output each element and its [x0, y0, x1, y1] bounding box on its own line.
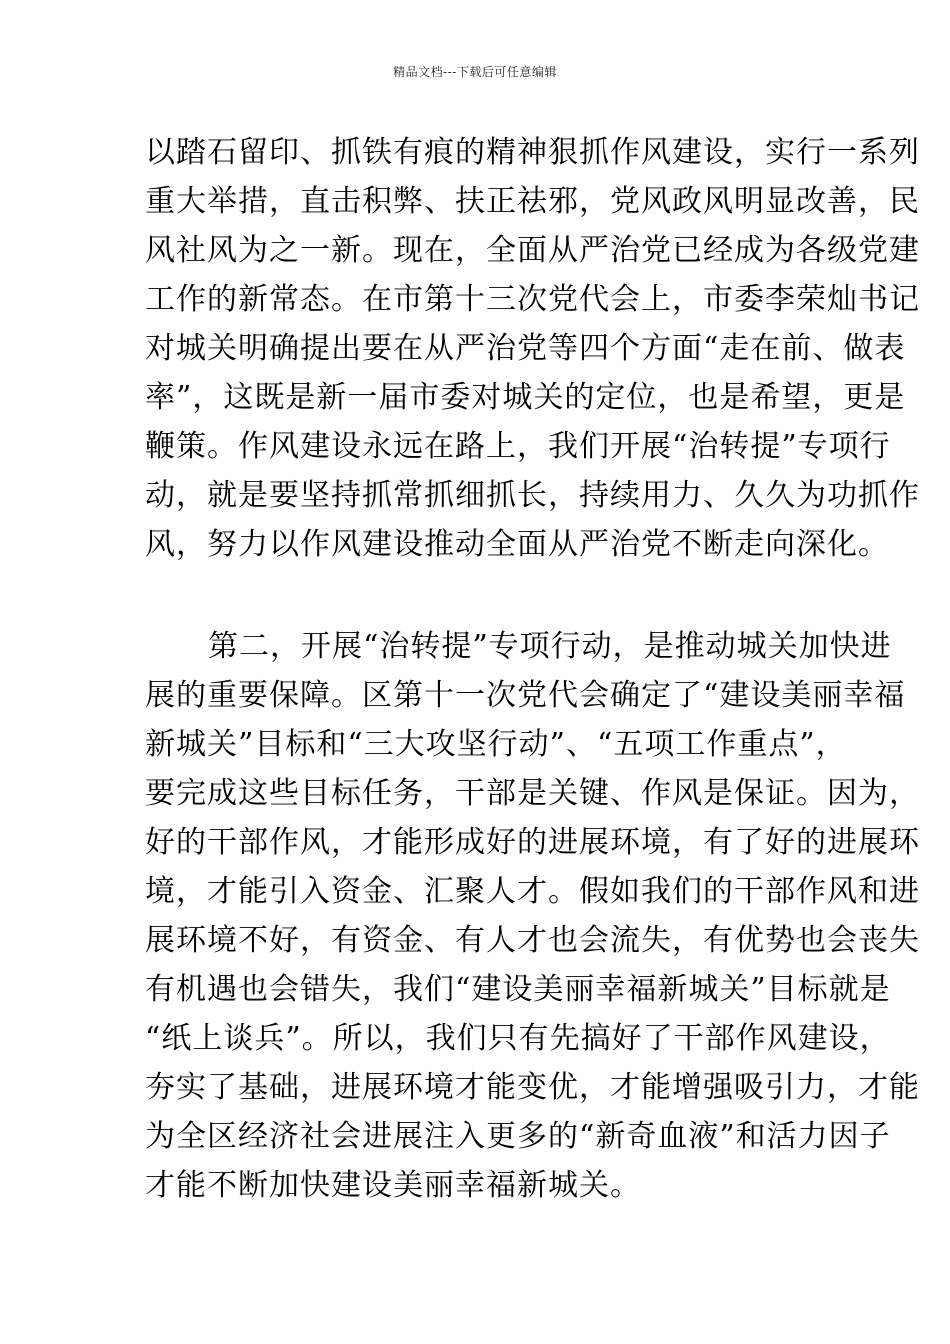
- text-line: 夯实了基础，进展环境才能变优，才能增强吸引力，才能: [145, 1070, 920, 1105]
- text-line: 工作的新常态。在市第十三次党代会上，市委李荣灿书记: [145, 282, 920, 317]
- text-line: 第二，开展“治转提”专项行动，是推动城关加快进: [208, 629, 892, 664]
- text-line: 好的干部作风，才能形成好的进展环境，有了好的进展环: [145, 825, 920, 860]
- text-line: 要完成这些目标任务，干部是关键、作风是保证。因为，: [145, 776, 920, 811]
- text-line: 重大举措，直击积弊、扶正祛邪，党风政风明显改善，民: [145, 184, 920, 219]
- text-line: 率”，这既是新一届市委对城关的定位，也是希望，更是: [145, 380, 906, 415]
- text-line: 鞭策。作风建设永远在路上，我们开展“治转提”专项行: [145, 429, 891, 464]
- text-line: 风，努力以作风建设推动全面从严治党不断走向深化。: [145, 527, 889, 562]
- text-line: 动，就是要坚持抓常抓细抓长，持续用力、久久为功抓作: [145, 478, 920, 513]
- text-line: 以踏石留印、抓铁有痕的精神狠抓作风建设，实行一系列: [145, 135, 920, 170]
- text-line: 对城关明确提出要在从严治党等四个方面“走在前、做表: [145, 331, 906, 366]
- page-header: 精品文档---下载后可任意编辑: [393, 65, 557, 79]
- text-line: 有机遇也会错失，我们“建设美丽幸福新城关”目标就是: [145, 972, 891, 1007]
- text-line: 为全区经济社会进展注入更多的“新奇血液”和活力因子: [145, 1119, 891, 1154]
- text-line: 新城关”目标和“三大攻坚行动”、“五项工作重点”，: [145, 727, 847, 762]
- text-line: 境，才能引入资金、汇聚人才。假如我们的干部作风和进: [145, 874, 920, 909]
- text-line: 展环境不好，有资金、有人才也会流失，有优势也会丧失: [145, 923, 920, 958]
- paragraph-2: [145, 622, 920, 1210]
- text-line: “纸上谈兵”。所以，我们只有先搞好了干部作风建设，: [145, 1021, 891, 1056]
- text-line: 才能不断加快建设美丽幸福新城关。: [145, 1168, 641, 1203]
- text-line: 展的重要保障。区第十一次党代会确定了“建设美丽幸福: [145, 678, 906, 713]
- text-line: 风社风为之一新。现在，全面从严治党已经成为各级党建: [145, 233, 920, 268]
- paragraph-1: [145, 128, 920, 569]
